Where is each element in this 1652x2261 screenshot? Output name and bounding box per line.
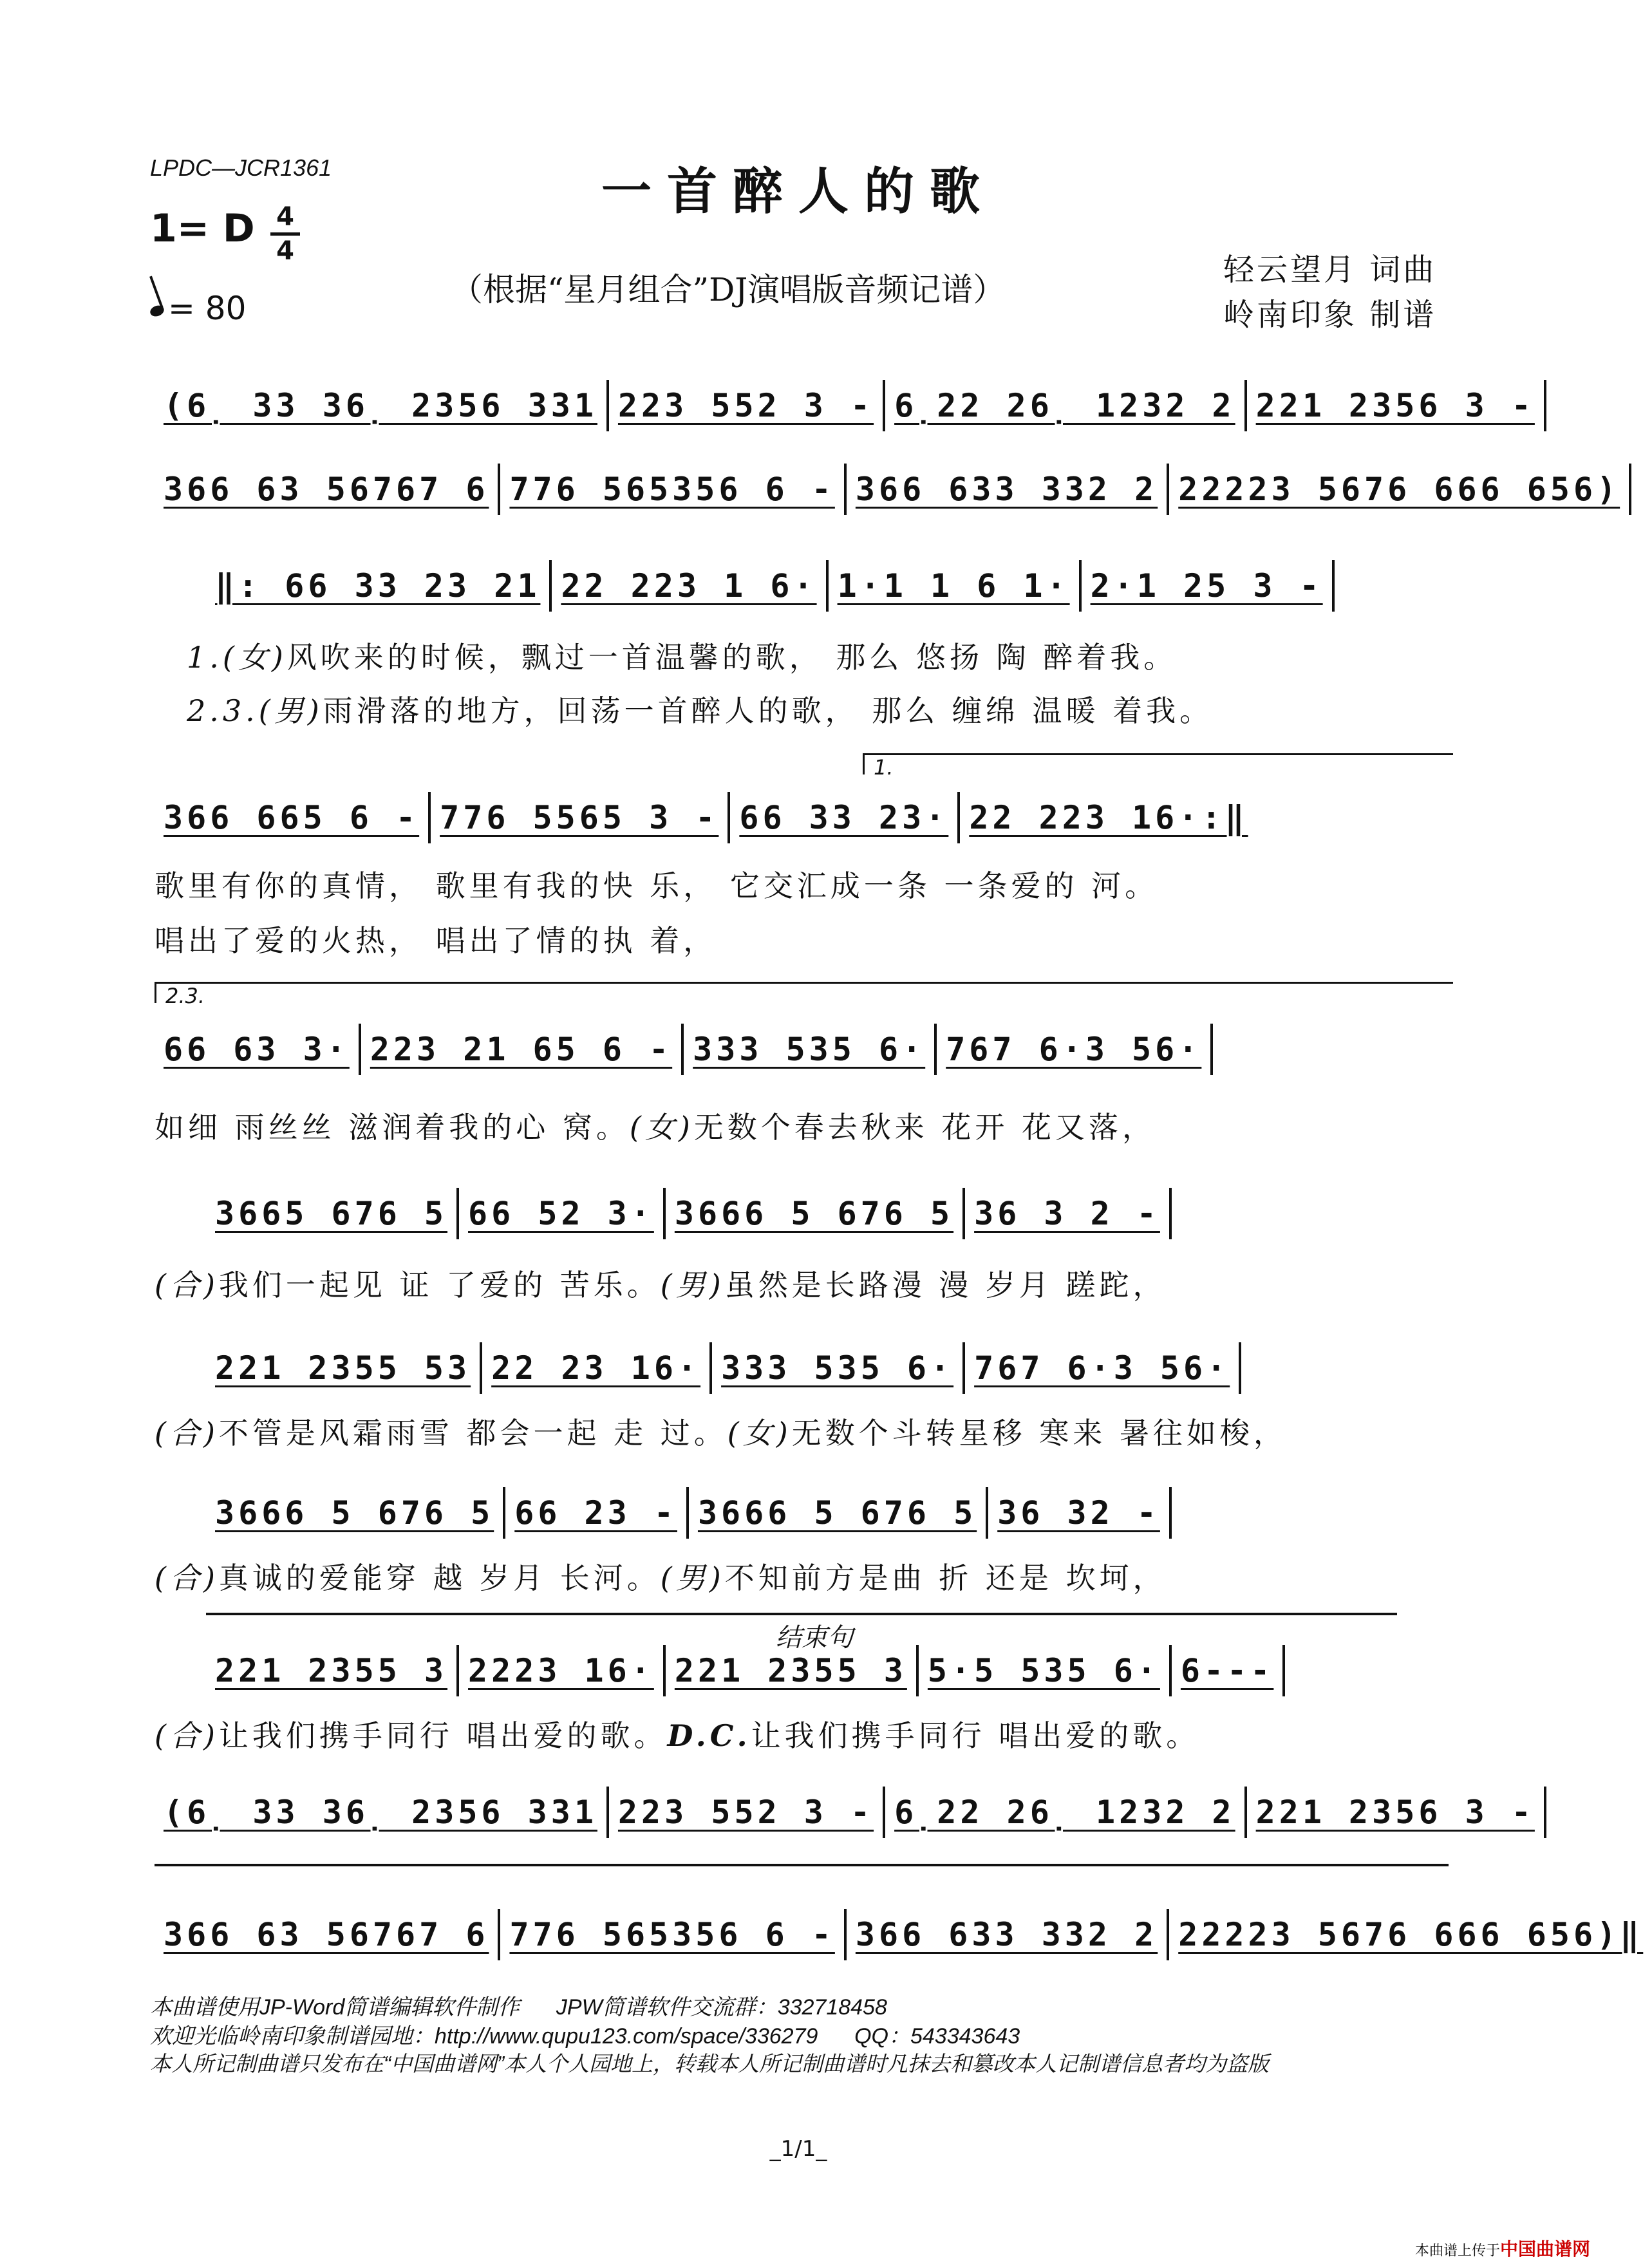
staff-row-1 [155,380,1535,451]
staff-row-6 [206,1188,1449,1259]
measure: 366 63 56767 6 [155,464,500,515]
lyric-line: (合)不管是风霜雨雪 都会一起 走 过。(女)无数个斗转星移 寒来 暑往如梭， [155,1416,1287,1450]
measure: 221 2355 53 [206,1342,482,1394]
quarter-note-icon [149,303,165,318]
footer-line: 本人所记制曲谱只发布在“中国曲谱网”本人个人园地上，转载本人所记制曲谱时凡抹去和篡改本人记制谱信息者均为盗版 [150,2052,1269,2076]
divider [155,1864,1449,1866]
footer-line: 欢迎光临岭南印象制谱园地：http://www.qupu123.com/space/336279 QQ：543343643 [150,2024,1020,2049]
volta-2: 2.3. [155,982,1453,1003]
lyric-line: 歌里有你的真情， 歌里有我的快 乐， 它交汇成一条 一条爱的 河。 [155,868,1159,903]
measure: 221 2356 3 - [1247,380,1546,431]
measure: 22 223 16·:‖ [969,799,1248,836]
lyric-line: (合)我们一起见 证 了爱的 苦乐。(男)虽然是长路漫 漫 岁月 蹉跎， [155,1268,1167,1302]
lyricist-credit: 轻云望月 词曲 [1223,252,1437,288]
measure: 3665 676 5 [206,1188,459,1239]
lyric-line: 如细 雨丝丝 滋润着我的心 窝。(女)无数个春去秋来 花开 花又落， [155,1110,1156,1145]
measure: (6̣ 33 36̣ 2356 331 [155,380,609,431]
time-signature [270,203,300,265]
measure: 66 33 23· [730,792,960,843]
measure: 223 21 65 6 - [361,1024,684,1075]
staff-row-5 [155,1024,1449,1094]
measure: 66 52 3· [459,1188,666,1239]
lyric-tag: 2.3.(男) [187,693,323,728]
lyric-line [187,634,1177,677]
measure: 221 2355 3 [206,1645,459,1696]
lyric-text: 风吹来的时候，飘过一首温馨的歌， 那么 悠扬 陶 醉着我。 [286,640,1178,675]
measure: 66 63 3· [155,1024,361,1075]
measure: 767 6·3 56· [937,1024,1213,1075]
lyric-tag: 1.(女) [187,640,287,675]
measure: 2·1 25 3 - [1082,560,1335,612]
page-title: 一首醉人的歌 [601,162,995,221]
measure: 1·1 1 6 1· [829,560,1082,612]
measure: 366 665 6 - [155,792,431,843]
measure: (6̣ 33 36̣ 2356 331 [155,1787,609,1838]
measure: 366 633 332 2 [847,464,1169,515]
time-bottom: 4 [276,236,294,266]
measure: 776 565356 6 - [500,1909,846,1960]
staff-row-7 [206,1342,1449,1413]
measure: 767 6·3 56· [965,1342,1241,1394]
tempo-value: = 80 [168,290,247,327]
measure: 6̣22 26̣ 1232 2 [885,380,1247,431]
measure: 36 3 2 - [965,1188,1172,1239]
measure: 3666 5 676 5 [689,1487,988,1539]
time-divider [270,232,300,236]
lyric-line [187,688,1213,730]
staff-row-3 [206,560,1449,631]
measure: ‖: 66 33 23 21 [206,560,552,612]
staff-row-9 [206,1645,1449,1716]
footer-line: 本曲谱使用JP-Word简谱编辑软件制作 JPW简谱软件交流群：332718458 [150,1995,887,2020]
staff-row-11 [155,1909,1644,1980]
measure: 223 552 3 - [609,1787,885,1838]
measure: 6--- [1172,1645,1285,1696]
lyric-text: 雨滑落的地方，回荡一首醉人的歌， 那么 缠绵 温暖 着我。 [323,693,1214,728]
volta-1: 1. [863,753,1453,774]
measure: 2223 16· [459,1645,666,1696]
measure: 223 552 3 - [609,380,885,431]
measure: 6̣22 26̣ 1232 2 [885,1787,1247,1838]
measure: 333 535 6· [684,1024,937,1075]
key-signature: 1= D [150,206,255,251]
measure: 22 23 16· [482,1342,712,1394]
score-code: LPDC—JCR1361 [150,155,332,181]
measure: 776 565356 6 - [500,464,846,515]
lyric-line: (合)让我们携手同行 唱出爱的歌。D.C.让我们携手同行 唱出爱的歌。 [155,1718,1200,1753]
measure: 66 23 - [505,1487,689,1539]
measure: 366 633 332 2 [847,1909,1169,1960]
arranger-credit: 岭南印象 制谱 [1223,297,1437,333]
staff-row-4 [155,792,1449,863]
ending-bracket [206,1613,1397,1615]
measure: 221 2356 3 - [1247,1787,1546,1838]
ending-label: 结束句 [776,1623,853,1653]
measure: 22223 5676 666 656)‖ [1178,1916,1644,1953]
lyric-line: (合)真诚的爱能穿 越 岁月 长河。(男)不知前方是曲 折 还是 坎坷， [155,1561,1167,1595]
measure: 22223 5676 666 656) [1169,464,1631,515]
lyric-tag: (女) [629,1110,694,1145]
staff-row-2 [155,464,1620,534]
subtitle: （根据“星月组合”DJ演唱版音频记谱） [451,271,1006,308]
measure: 221 2355 3 [666,1645,919,1696]
page-number: _1/1_ [769,2136,827,2162]
tempo-marking [150,290,246,327]
measure: 36 32 - [988,1487,1172,1539]
measure: 5·5 535 6· [919,1645,1172,1696]
measure: 22 223 1 6· [552,560,828,612]
lyric-line: 唱出了爱的火热， 唱出了情的执 着， [155,923,717,958]
staff-row-8 [206,1487,1449,1558]
measure: 333 535 6· [712,1342,965,1394]
measure: 776 5565 3 - [431,792,730,843]
time-top: 4 [276,202,294,232]
measure: 366 63 56767 6 [155,1909,500,1960]
measure: 3666 5 676 5 [206,1487,505,1539]
measure: 3666 5 676 5 [666,1188,965,1239]
watermark: 本曲谱上传于中国曲谱网 [1414,2238,1590,2260]
staff-row-10 [155,1787,1535,1857]
